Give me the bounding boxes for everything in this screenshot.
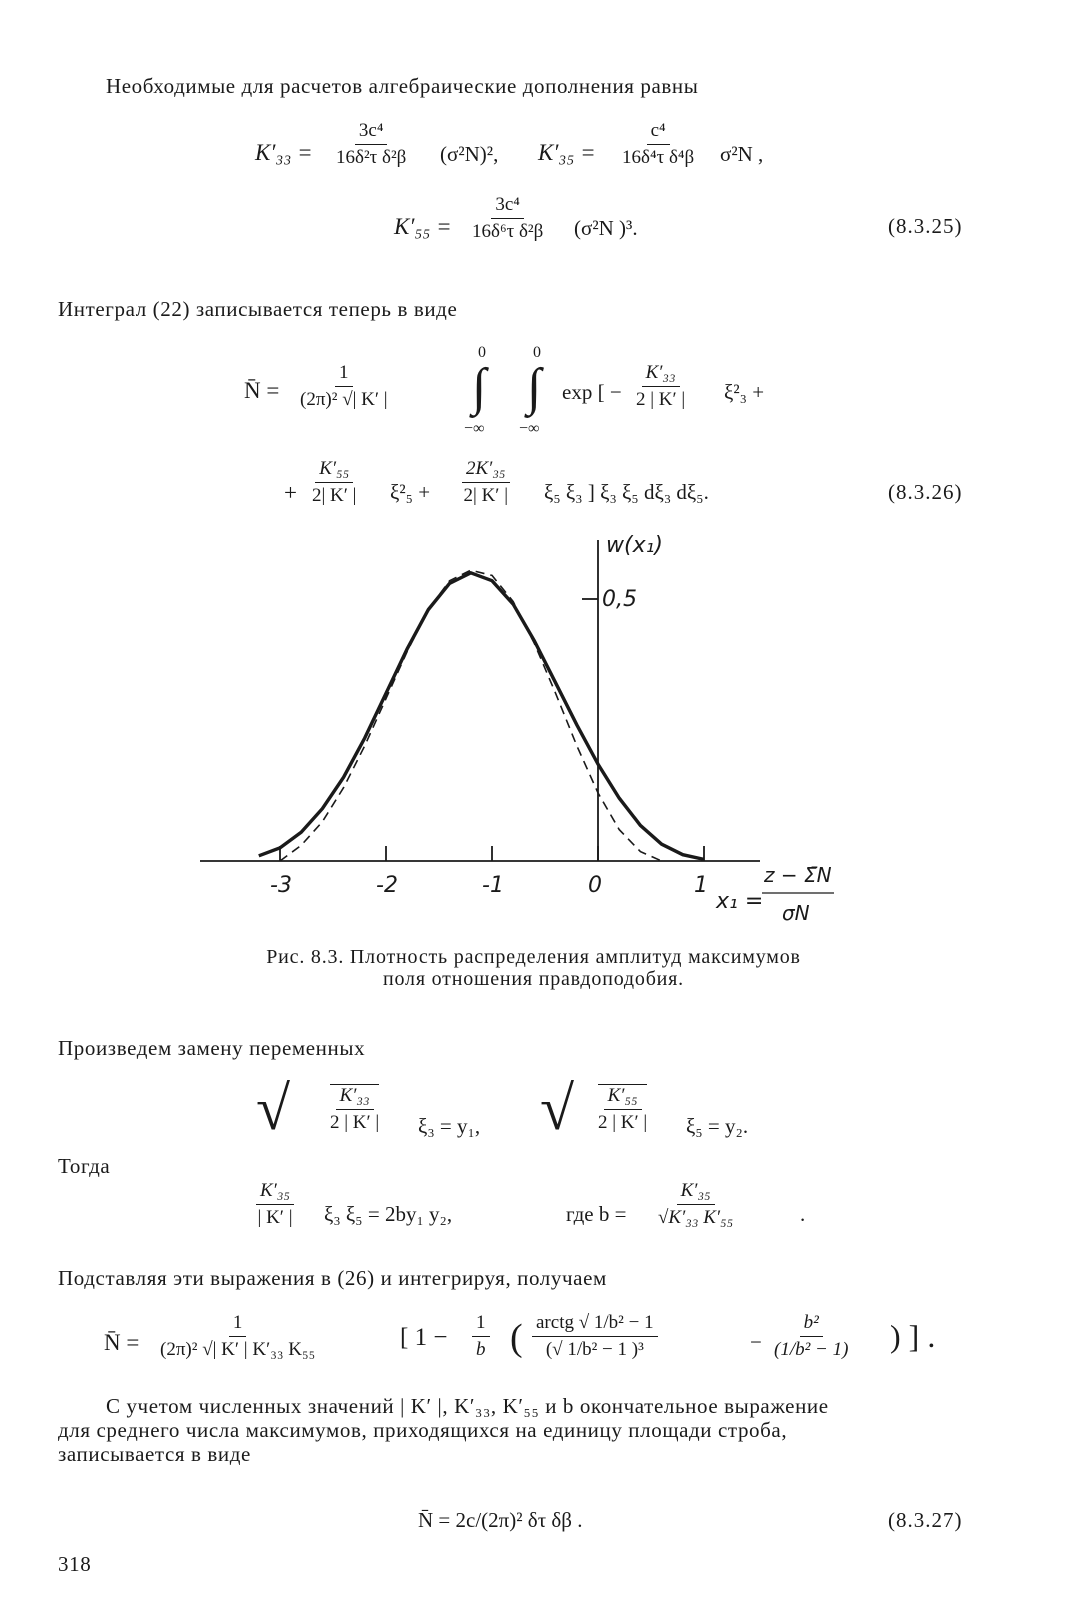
sub-y2-sqrt: √ (540, 1075, 575, 1143)
paragraph-then: Тогда (58, 1154, 111, 1178)
eq26-fraction (300, 362, 388, 411)
then-b-numerator: K′₃₅ (677, 1180, 715, 1205)
paragraph-integral: Интеграл (22) записывается теперь в виде (58, 297, 458, 321)
res-open: [ 1 − (400, 1324, 448, 1351)
sub-y1-numerator: K′₃₃ (336, 1085, 374, 1110)
res-lhs: N̄ = (104, 1330, 140, 1355)
sub-y2-tail: ξ₅ = y₂. (686, 1114, 749, 1138)
eq26-f3-fraction (462, 458, 510, 507)
sub-y2-fraction (598, 1084, 647, 1134)
paragraph-substitution: Произведем замену переменных (58, 1036, 366, 1060)
x-tick-label: -2 (376, 873, 398, 898)
x-tick-label: -1 (482, 873, 504, 898)
y-tick-label: 0,5 (602, 587, 637, 612)
paragraph-final-line2: для среднего числа максимумов, приходящихся на единицу площади строба, (58, 1418, 788, 1442)
res-denominator: (2π)² √| K′ | K′₃₃ K₅₅ (160, 1339, 316, 1360)
y-axis-label: w(x₁) (606, 533, 663, 558)
then-tail: ξ₃ ξ₅ = 2by₁ y₂, (324, 1202, 453, 1226)
x-tick-label: 0 (588, 873, 602, 898)
sub-y2-denominator: 2 | K′ | (598, 1112, 648, 1133)
res-paren-open: ( (510, 1317, 523, 1359)
eq25-k35-denominator: 16δ⁴τ δ⁴β (622, 147, 695, 168)
eq25-k33-tail: (σ²N)², (440, 142, 499, 166)
res-close: ) ] . (890, 1318, 936, 1354)
sub-y1-sqrt: √ (256, 1075, 291, 1143)
paragraph-intro: Необходимые для расчетов алгебраические дополнения равны (106, 74, 699, 98)
eq26-f3-numerator: 2K′₃₅ (462, 458, 510, 483)
paragraph-substituting: Подставляя эти выражения в (26) и интегрируя, получаем (58, 1266, 607, 1290)
sub-y1-fraction (330, 1084, 379, 1134)
eq26-int2-upper: 0 (533, 344, 541, 361)
figure-8-3 (0, 530, 1067, 940)
figure-caption-line1: Рис. 8.3. Плотность распределения амплитуд максимумов (266, 946, 801, 968)
res-b-denominator: b (476, 1339, 486, 1360)
eq26-line2-plus: + (284, 480, 297, 505)
eq25-k35-lhs: K′₃₅ = (538, 140, 596, 165)
then-fraction (256, 1180, 294, 1229)
eq26-f2-fraction (312, 458, 357, 507)
then-denominator: | K′ | (257, 1207, 293, 1228)
page-number: 318 (58, 1552, 92, 1576)
eq26-f3-tail: ξ₅ ξ₃ ] ξ₃ ξ₅ dξ₃ dξ₅. (544, 480, 709, 504)
res-b-numerator: 1 (472, 1312, 490, 1337)
then-b-fraction (658, 1180, 733, 1229)
eq25-k55-tail: (σ²N )³. (574, 216, 638, 240)
eq26-f2-numerator: K′₅₅ (315, 458, 353, 483)
eq26-f1-fraction (636, 362, 685, 411)
eq26-f2-denominator: 2| K′ | (312, 485, 357, 506)
eq26-numerator: 1 (335, 362, 353, 387)
eq26-f2-tail: ξ²₅ + (390, 480, 431, 504)
eq27-label: (8.3.27) (888, 1508, 963, 1532)
eq25-k33-denominator: 16δ²τ δ²β (336, 147, 407, 168)
eq25-k35-tail: σ²N , (720, 142, 764, 166)
eq26-int2-lower: −∞ (519, 420, 540, 437)
eq25-k55-fraction (472, 194, 543, 243)
then-where: где b = (566, 1202, 627, 1226)
eq25-k33-lhs: K′₃₃ = (255, 140, 313, 165)
dashed-density-curve (280, 570, 662, 861)
paragraph-final-line1: С учетом численных значений | K′ |, K′₃₃, K′₅₅ и b окончательное выражение (106, 1394, 829, 1418)
eq25-k33-fraction (336, 120, 406, 169)
eq25-k55-lhs: K′₅₅ = (394, 214, 452, 239)
sub-y2-numerator: K′₅₅ (604, 1085, 642, 1110)
eq26-integral-1: ∫ (472, 359, 487, 416)
sub-y1-denominator: 2 | K′ | (330, 1112, 380, 1133)
eq25-k35-numerator: c⁴ (647, 120, 670, 145)
eq26-int1-lower: −∞ (464, 420, 485, 437)
x-axis-label-denominator: σN (782, 901, 810, 925)
res-a-fraction (532, 1312, 658, 1361)
eq26-denominator: (2π)² √| K′ | (300, 389, 388, 410)
eq26-integral-2: ∫ (527, 359, 542, 416)
then-numerator: K′₃₅ (256, 1180, 294, 1205)
eq25-label: (8.3.25) (888, 214, 963, 238)
res-fraction (160, 1312, 315, 1361)
eq25-k55-numerator: 3c⁴ (491, 194, 524, 219)
res-a-numerator: arctg √ 1/b² − 1 (532, 1312, 658, 1337)
eq25-k55-denominator: 16δ⁶τ δ²β (472, 221, 544, 242)
eq25-k35-fraction (622, 120, 694, 169)
eq25-k33-numerator: 3c⁴ (355, 120, 388, 145)
then-b-tail: . (800, 1202, 806, 1226)
res-b-fraction (472, 1312, 490, 1361)
res-c-numerator: b² (800, 1312, 823, 1337)
eq26-label: (8.3.26) (888, 480, 963, 504)
x-tick-label: 1 (694, 873, 708, 898)
eq26-f1-numerator: K′₃₃ (642, 362, 680, 387)
x-axis-label-lhs: x₁ = (716, 889, 764, 914)
final-equation: N̄ = 2c/(2π)² δτ δβ . (418, 1508, 583, 1532)
eq26-int1-upper: 0 (478, 344, 486, 361)
x-axis-label-numerator: z − Σ̄N (764, 863, 832, 887)
res-c-denominator: (1/b² − 1) (774, 1339, 849, 1360)
res-minus: − (750, 1330, 762, 1354)
eq26-f1-denominator: 2 | K′ | (636, 389, 686, 410)
sub-y1-tail: ξ₃ = y₁, (418, 1114, 481, 1138)
res-numerator: 1 (229, 1312, 247, 1337)
figure-caption-line2: поля отношения правдоподобия. (383, 968, 684, 990)
eq26-f1-tail: ξ²₃ + (724, 380, 765, 404)
paragraph-final-line3: записывается в виде (58, 1442, 251, 1466)
res-c-fraction (774, 1312, 848, 1361)
x-tick-label: -3 (270, 873, 292, 898)
then-b-denominator: √K′₃₃ K′₅₅ (658, 1207, 734, 1228)
res-a-denominator: (√ 1/b² − 1 )³ (545, 1339, 644, 1360)
eq26-exp: exp [ − (562, 380, 622, 404)
eq26-f3-denominator: 2| K′ | (463, 485, 509, 506)
eq26-lhs: N̄ = (244, 378, 280, 403)
